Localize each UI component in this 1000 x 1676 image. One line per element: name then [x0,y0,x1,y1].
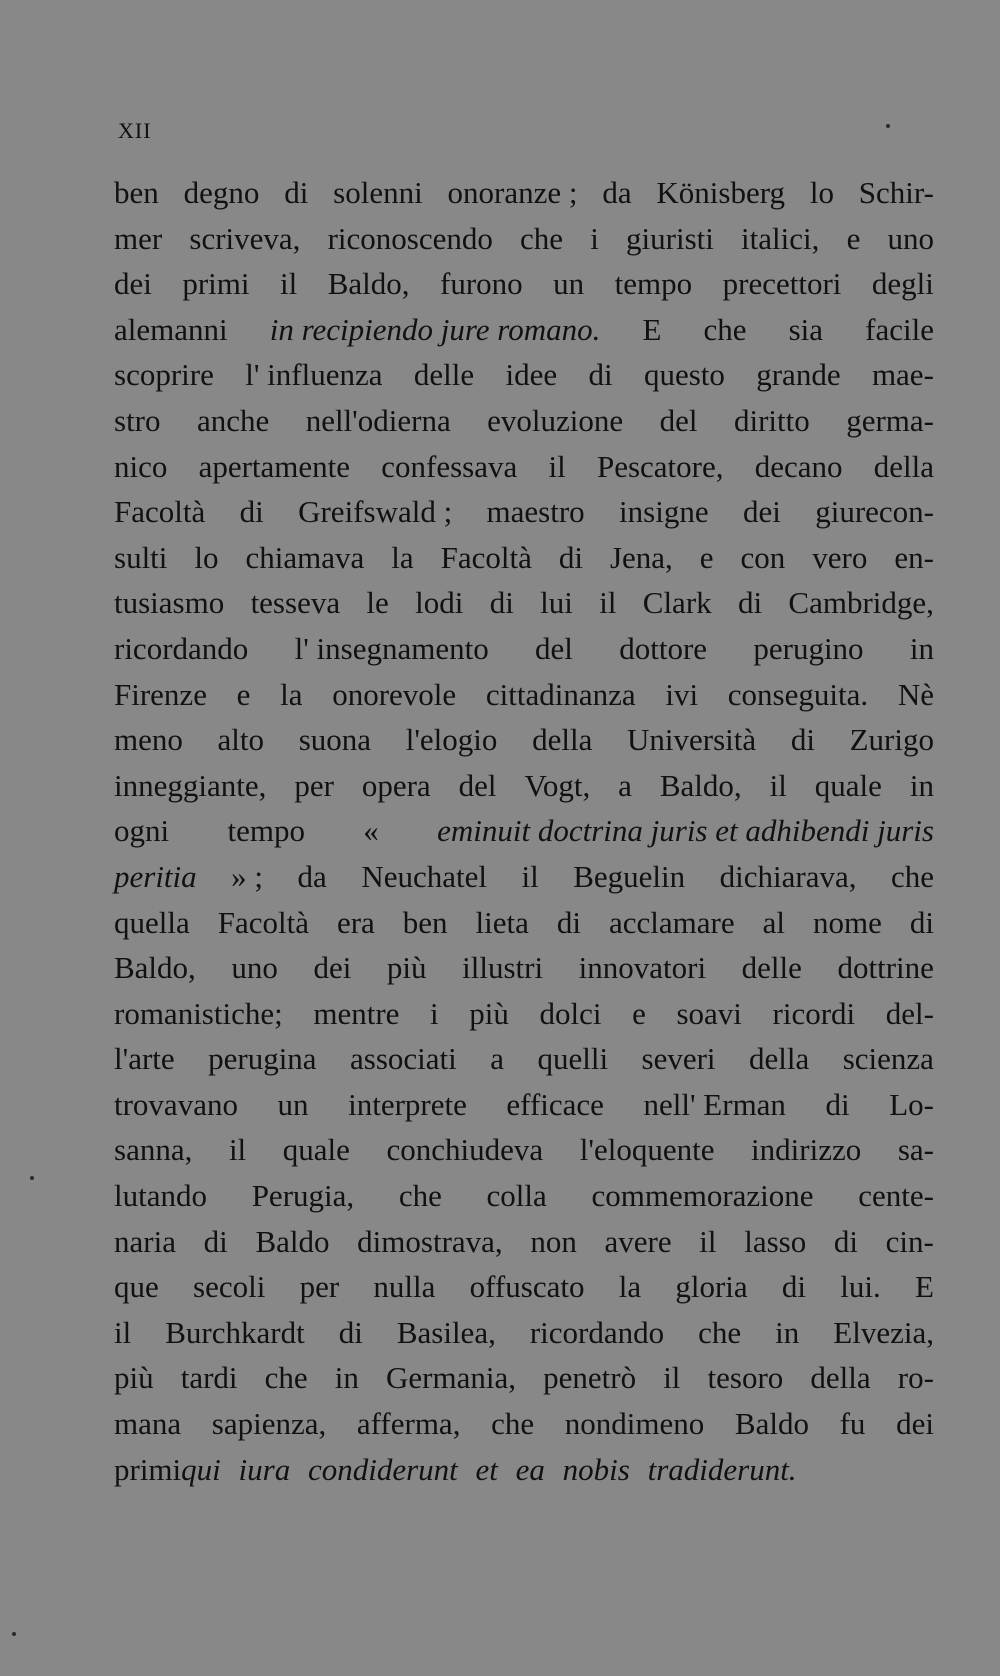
word: dimostrava, [357,1223,503,1259]
text-line [114,1036,934,1082]
word: delle [741,950,802,986]
word: nome [812,904,882,940]
word: Facoltà [114,494,206,530]
text-line [114,1355,934,1401]
word: lui. [840,1269,881,1305]
word: idee [505,357,558,393]
word: precettori [722,266,842,302]
word: nondimeno [564,1406,705,1442]
word: lasso [744,1223,807,1259]
word: degli [871,266,934,302]
word: E [642,311,662,347]
word: penetrò [543,1360,637,1396]
word: Germania, [386,1360,516,1396]
word: giuristi [626,220,714,256]
text-line [114,808,934,854]
word: la [618,1269,642,1305]
word: suona [298,722,372,758]
word: un [277,1086,309,1122]
word: ivi [665,676,699,712]
word: scoprire [114,357,214,393]
word: cente- [858,1178,934,1214]
text-line [114,1127,934,1173]
word: e [699,539,714,575]
word: dottrine [837,950,934,986]
italic-phrase: in recipiendo jure romano. [269,311,601,347]
word: gloria [675,1269,748,1305]
word: di [284,175,309,210]
word: alemanni [114,311,228,347]
word: tusiasmo [114,585,225,621]
italic-phrase: eminuit doctrina juris et adhibendi juris [437,813,934,849]
word: onoranze ; [447,175,578,210]
word: nell'odierna [305,402,451,438]
word: questo [643,357,725,393]
word: mana [114,1406,182,1442]
word: ben [402,904,448,940]
word: Zurigo [849,722,934,758]
word: Burchkardt [165,1314,305,1350]
word: colla [486,1178,547,1214]
word: di [737,585,763,621]
text-line [114,1264,934,1310]
word: Schir- [858,175,934,210]
word: solenni [333,175,423,210]
word: sanna, [114,1132,193,1168]
word: della [873,448,934,484]
word: del- [885,995,934,1031]
word: di [558,539,583,575]
word: conchiudeva [386,1132,544,1168]
word: il [280,266,298,302]
word: opera [361,767,431,803]
word: Elvezia, [833,1314,934,1350]
text-line [114,1310,934,1356]
word: fu [839,1406,866,1442]
word: illustri [462,950,544,986]
word: di [588,357,613,393]
word: che [703,311,747,347]
word: primi [114,1451,182,1487]
word: « [363,813,379,849]
word: di [203,1223,228,1259]
word: E [915,1269,934,1305]
word: dei [742,494,781,530]
text-line [114,1401,934,1447]
word: per [299,1269,340,1305]
word: Pescatore, [596,448,724,484]
word: apertamente [198,448,351,484]
word: quella [114,904,190,940]
word: il [548,448,566,484]
word: tempo [614,266,693,302]
word: di [825,1086,850,1122]
word: l' insegnamento [294,630,489,666]
text-line [114,535,934,581]
word: quelli [537,1041,609,1077]
word: con [740,539,786,575]
word: il [699,1223,717,1259]
text-line [114,307,934,353]
word: lo [194,539,219,575]
word: da [602,175,632,210]
word: Università [627,722,757,758]
text-line [114,216,934,262]
word: associati [350,1041,457,1077]
word: che [398,1178,442,1214]
scan-speck [30,1176,34,1180]
word: il [521,858,539,894]
word: severi [641,1041,716,1077]
word: ricordi [772,995,856,1031]
word: insigne [619,494,709,530]
word: di [781,1269,807,1305]
word: il [663,1360,681,1396]
word: perugina [208,1041,317,1077]
word: i [590,220,599,256]
word: i [430,995,439,1031]
word: dottore [619,630,708,666]
word: vero [812,539,868,575]
word: cin- [885,1223,934,1259]
page-number: XII [118,118,152,143]
word: di [338,1314,363,1350]
word: inneggiante, [114,767,267,803]
word: sulti [114,539,168,575]
word: in [334,1360,359,1396]
word: Baldo, [114,950,196,986]
italic-phrase: peritia [114,858,197,894]
word: acclamare [609,904,735,940]
word: Cambridge, [788,585,934,621]
text-line [114,444,934,490]
word: indirizzo [751,1132,862,1168]
word: quale [814,767,882,803]
word: dei [896,1406,934,1442]
word: la [391,539,414,575]
word: secoli [193,1269,266,1305]
word: che [491,1406,535,1442]
word: la [280,676,303,712]
word: uno [231,950,278,986]
scan-speck [12,1632,16,1636]
word: e [632,995,646,1031]
word: diritto [733,402,810,438]
word: tempo [227,813,305,849]
word: cittadinanza [485,676,636,712]
text-line [114,900,934,946]
text-line [114,489,934,535]
word: le [366,585,389,621]
word: il [114,1314,132,1350]
word: conseguita. [727,676,869,712]
word: in [909,630,934,666]
word: più [114,1360,154,1396]
word: efficace [506,1086,604,1122]
word: e [236,676,251,712]
text-line [114,352,934,398]
word: Baldo, [327,266,410,302]
word: il [599,585,617,621]
word: quale [282,1132,350,1168]
word: confessava [381,448,518,484]
word: di [556,904,582,940]
word: per [294,767,334,803]
word: il [769,767,787,803]
word: facile [865,311,934,347]
word: naria [114,1223,176,1259]
word: era [336,904,375,940]
text-line [114,945,934,991]
word: trovavano [114,1086,238,1122]
word: soavi [676,995,742,1031]
word: furono [440,266,523,302]
word: innovatori [578,950,707,986]
word: che [264,1360,308,1396]
word: tesoro [707,1360,784,1396]
word: Clark [642,585,712,621]
text-line [114,672,934,718]
word: Lo- [889,1086,934,1122]
word: Baldo [255,1223,330,1259]
word: nulla [373,1269,436,1305]
word: degno [183,175,260,210]
word: di [909,904,934,940]
word: l' influenza [245,357,383,393]
text-line [114,626,934,672]
word: » ; [231,858,264,894]
text-line [114,398,934,444]
word: anche [196,402,270,438]
word: Könisberg [656,175,786,210]
text-line [114,1447,934,1493]
word: maestro [486,494,585,530]
word: que [114,1269,159,1305]
word: meno [114,722,183,758]
word: più [386,950,427,986]
word: in [775,1314,800,1350]
word: mer [114,220,163,256]
word: e [846,220,861,256]
word: chiamava [245,539,365,575]
word: grande [756,357,841,393]
word: Greifswald ; [298,494,453,530]
word: onorevole [332,676,457,712]
word: delle [413,357,475,393]
word: del [535,630,573,666]
word: l'eloquente [579,1132,715,1168]
word: commemorazione [591,1178,814,1214]
word: sia [788,311,824,347]
word: ben [114,175,159,210]
word: nell' Erman [643,1086,786,1122]
word: Vogt, [524,767,591,803]
word: lo [809,175,834,210]
word: dei [313,950,352,986]
word: da [297,858,327,894]
scan-speck [886,124,890,128]
word: ro- [897,1360,934,1396]
text-line [114,1219,934,1265]
word: Baldo, [659,767,742,803]
word: ogni [114,813,170,849]
word: Jena, [609,539,673,575]
word: di [489,585,514,621]
word: a [490,1041,504,1077]
text-line [114,717,934,763]
text-line [114,763,934,809]
word: evoluzione [487,402,624,438]
word: del [458,767,497,803]
word: mae- [871,357,934,393]
word: decano [754,448,843,484]
word: Beguelin [573,858,686,894]
word: scienza [842,1041,934,1077]
word: ricordando [529,1314,665,1350]
word: tesseva [250,585,341,621]
word: romanistiche; [114,995,283,1031]
word: non [530,1223,577,1259]
word: Baldo [734,1406,809,1442]
word: alto [217,722,265,758]
word: primi [182,266,250,302]
word: mentre [313,995,400,1031]
text-line [114,991,934,1037]
word: avere [604,1223,672,1259]
word: al [762,904,785,940]
word: offuscato [469,1269,585,1305]
word: della [749,1041,810,1077]
word: lodi [415,585,464,621]
word: germa- [846,402,934,438]
word: della [532,722,593,758]
text-line [114,170,934,216]
word: giurecon- [815,494,934,530]
word: che [698,1314,742,1350]
text-line [114,261,934,307]
word: italici, [741,220,820,256]
word: della [810,1360,871,1396]
word: l'arte [114,1041,175,1077]
word: lieta [475,904,529,940]
word: che [520,220,564,256]
word: Firenze [114,676,207,712]
word: il [228,1132,247,1168]
word: dolci [539,995,602,1031]
text-line [114,1173,934,1219]
word: ricordando [114,630,249,666]
word: di [239,494,264,530]
word: interprete [348,1086,467,1122]
word: che [890,858,934,894]
word: en- [894,539,934,575]
italic-phrase: qui iura condiderunt et ea nobis tradiderunt. [181,1451,797,1487]
word: un [553,266,585,302]
word: a [618,767,632,803]
word: l'elogio [405,722,498,758]
word: afferma, [356,1406,461,1442]
word: più [469,995,509,1031]
text-line [114,854,934,900]
word: dei [114,266,152,302]
word: Perugia, [251,1178,355,1214]
word: in [909,767,934,803]
word: sa- [897,1132,934,1168]
word: uno [887,220,934,256]
word: Nè [897,676,934,712]
body-text [114,170,934,1492]
word: stro [114,402,161,438]
word: di [833,1223,858,1259]
word: perugino [753,630,864,666]
word: sapienza, [211,1406,327,1442]
word: Neuchatel [361,858,487,894]
word: Facoltà [440,539,532,575]
word: Basilea, [396,1314,496,1350]
word: scriveva, [189,220,301,256]
word: Facoltà [217,904,309,940]
word: di [790,722,815,758]
word: dichiarava, [719,858,857,894]
text-line [114,1082,934,1128]
word: lui [540,585,573,621]
word: tardi [180,1360,238,1396]
word: del [659,402,698,438]
text-line [114,580,934,626]
word: lutando [114,1178,207,1214]
word: nico [114,448,168,484]
word: riconoscendo [327,220,493,256]
